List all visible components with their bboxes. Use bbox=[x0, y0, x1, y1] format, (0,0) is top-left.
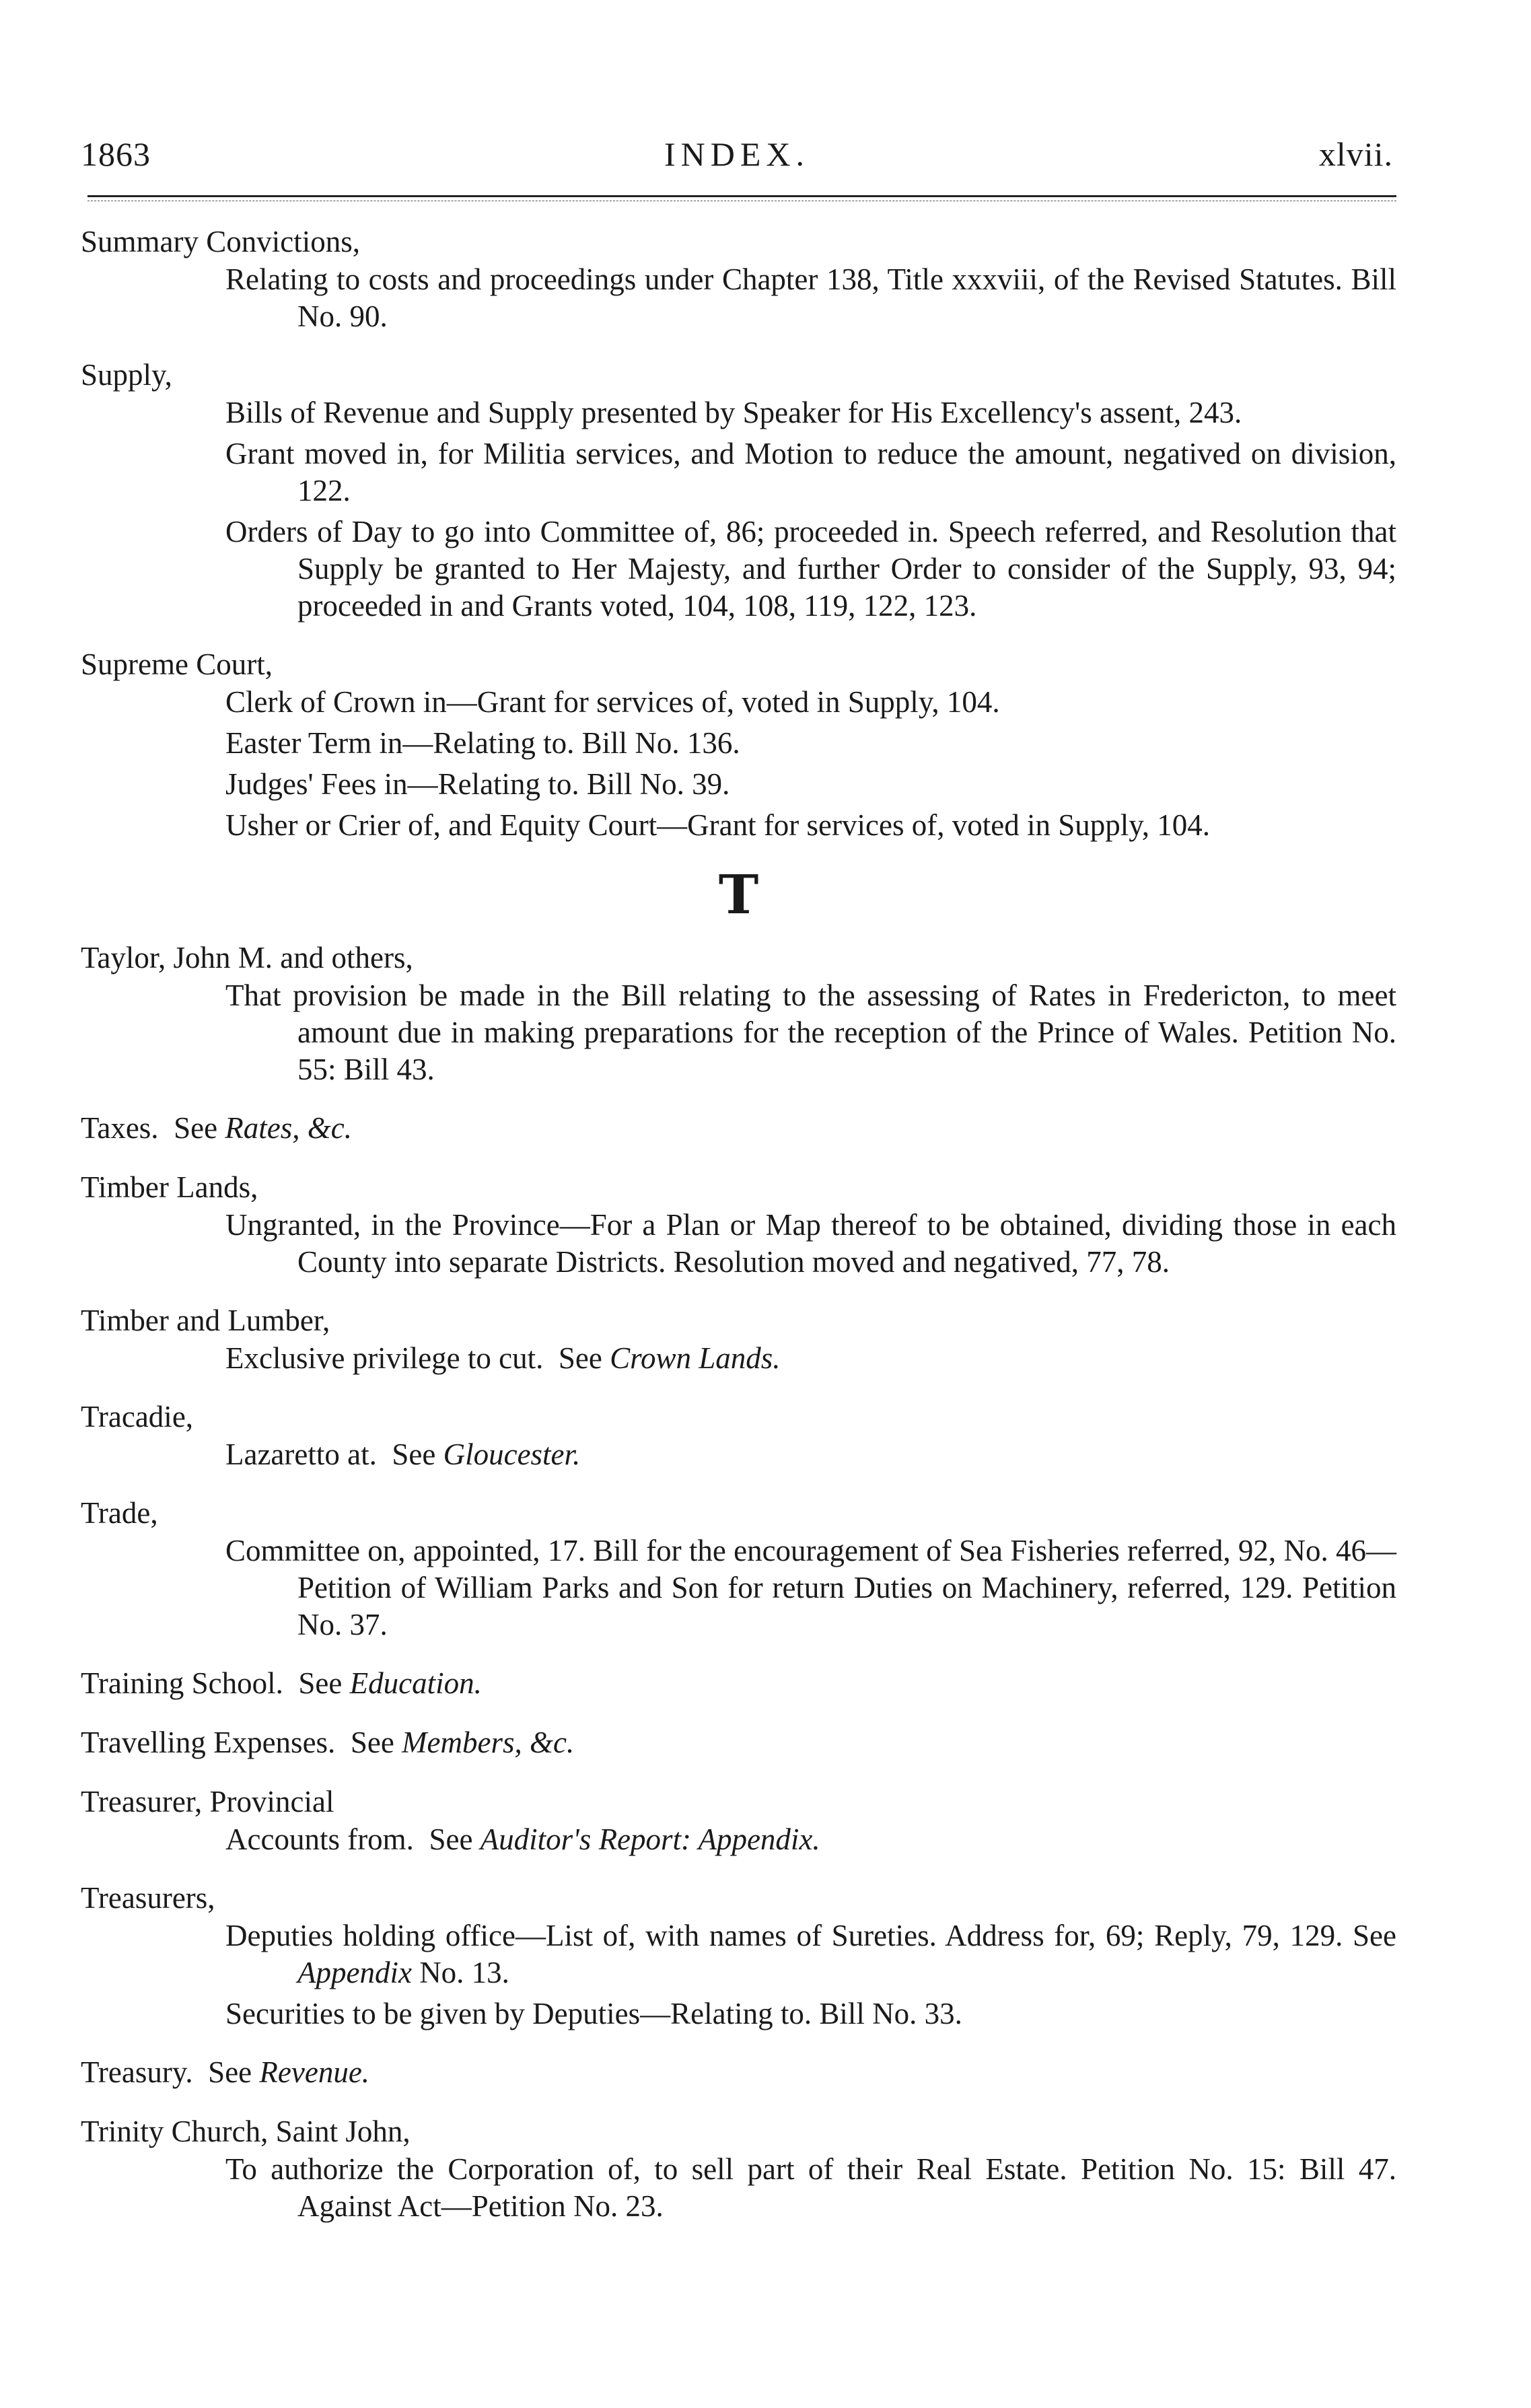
entry-taylor bbox=[81, 938, 1396, 1088]
header-rule bbox=[87, 195, 1396, 197]
entry-heading: Tracadie, bbox=[81, 1400, 194, 1433]
entry-supreme-court bbox=[81, 645, 1396, 844]
entry-subentry: Judges' Fees in—Relating to. Bill No. 39. bbox=[225, 767, 730, 801]
entry-treasury bbox=[81, 2053, 1396, 2092]
see-label: See bbox=[174, 1111, 218, 1145]
entry-heading-text: Taxes. bbox=[81, 1111, 159, 1145]
see-label: See bbox=[208, 2055, 252, 2089]
entry-subentry: Grant moved in, for Militia services, and Motion to reduce the amount, negatived on division, 122. bbox=[225, 437, 1396, 507]
entry-heading: Supreme Court, bbox=[81, 647, 273, 681]
section-letter: T bbox=[718, 863, 759, 926]
cross-reference: Rates, &c. bbox=[225, 1111, 352, 1145]
cross-reference: Auditor's Report: Appendix. bbox=[480, 1822, 820, 1856]
subentry-text: Deputies holding office—List of, with names of Sureties. Address for, 69; Reply, 79, 129. See bbox=[225, 1919, 1396, 1952]
cross-reference: Education. bbox=[349, 1666, 482, 1700]
entry-timber-lands bbox=[81, 1168, 1396, 1281]
see-label: See bbox=[298, 1666, 343, 1700]
see-label: See bbox=[392, 1438, 436, 1471]
entry-subentry: Securities to be given by Deputies—Relating to. Bill No. 33. bbox=[225, 1997, 962, 2030]
header-year: 1863 bbox=[81, 135, 151, 173]
entry-subentry bbox=[225, 1340, 1396, 1377]
entry-heading: Supply, bbox=[81, 358, 172, 392]
page-header bbox=[81, 135, 1393, 182]
entry-treasurer-provincial bbox=[81, 1782, 1396, 1858]
entry-supply bbox=[81, 355, 1396, 625]
entry-subentry: Ungranted, in the Province—For a Plan or Map thereof to be obtained, dividing those in each County into separate Districts. Resolution moved and negatived, 77, 78. bbox=[225, 1208, 1396, 1279]
entry-subentry: Committee on, appointed, 17. Bill for the encouragement of Sea Fisheries referred, 92, No. 46—Petition of William Parks and Son for return Duties on Machinery, referred, 129. Petition No. 37. bbox=[225, 1534, 1396, 1641]
entry-heading: Treasurer, Provincial bbox=[81, 1785, 334, 1818]
entry-heading-text: Travelling Expenses. bbox=[81, 1726, 336, 1759]
entry-taxes bbox=[81, 1108, 1396, 1147]
entry-heading: Timber and Lumber, bbox=[81, 1304, 330, 1337]
entry-summary-convictions bbox=[81, 222, 1396, 335]
cross-reference: Appendix bbox=[297, 1956, 412, 1989]
subentry-text: Exclusive privilege to cut. bbox=[225, 1341, 544, 1375]
cross-reference: Gloucester. bbox=[443, 1438, 581, 1471]
cross-reference: Crown Lands. bbox=[610, 1341, 781, 1375]
entry-timber-and-lumber bbox=[81, 1301, 1396, 1377]
entry-heading bbox=[81, 2053, 1396, 2092]
entry-tracadie bbox=[81, 1397, 1396, 1473]
entry-subentry: Usher or Crier of, and Equity Court—Grant for services of, voted in Supply, 104. bbox=[225, 808, 1211, 842]
entry-subentry: Bills of Revenue and Supply presented by Speaker for His Excellency's assent, 243. bbox=[225, 396, 1242, 429]
entry-heading: Trinity Church, Saint John, bbox=[81, 2115, 411, 2148]
entry-heading bbox=[81, 1108, 1396, 1147]
entry-subentry: That provision be made in the Bill relating to the assessing of Rates in Fredericton, to meet amount due in making preparations for the reception of the Prince of Wales. Petition No. 55: Bill 43. bbox=[225, 979, 1396, 1086]
entry-travelling-expenses bbox=[81, 1723, 1396, 1762]
entry-subentry bbox=[225, 1436, 1396, 1473]
entry-subentry: Clerk of Crown in—Grant for services of, voted in Supply, 104. bbox=[225, 685, 1000, 719]
entry-heading: Summary Convictions, bbox=[81, 225, 360, 258]
entry-subentry bbox=[225, 1821, 1396, 1858]
entry-heading: Timber Lands, bbox=[81, 1170, 258, 1204]
entry-training-school bbox=[81, 1664, 1396, 1703]
entry-subentry bbox=[225, 1917, 1396, 1991]
header-title: INDEX. bbox=[664, 135, 810, 173]
cross-reference: Members, &c. bbox=[402, 1726, 575, 1759]
see-label: See bbox=[350, 1726, 394, 1759]
entry-subentry: To authorize the Corporation of, to sell part of their Real Estate. Petition No. 15: Bill 47. Against Act—Petition No. 23. bbox=[225, 2152, 1396, 2223]
entry-heading-text: Training School. bbox=[81, 1666, 283, 1700]
entry-treasurers bbox=[81, 1878, 1396, 2032]
subentry-text: Lazaretto at. bbox=[225, 1438, 377, 1471]
entry-trinity-church bbox=[81, 2112, 1396, 2225]
cross-reference: Revenue. bbox=[259, 2055, 370, 2089]
entry-heading: Taylor, John M. and others, bbox=[81, 941, 413, 975]
entry-subentry: Relating to costs and proceedings under Chapter 138, Title xxxviii, of the Revised Statutes. Bill No. 90. bbox=[225, 262, 1396, 333]
entry-heading bbox=[81, 1664, 1396, 1703]
subentry-text: No. 13. bbox=[419, 1956, 509, 1989]
entry-trade bbox=[81, 1493, 1396, 1643]
entry-subentry: Easter Term in—Relating to. Bill No. 136. bbox=[225, 726, 740, 760]
subentry-text: Accounts from. bbox=[225, 1822, 414, 1856]
entry-subentry: Orders of Day to go into Committee of, 86; proceeded in. Speech referred, and Resolution that Supply be granted to Her Majesty, and further Order to consider of the Supply, 93, 94; proceeded in and Grants voted, 104, 108, 119, 122, 123. bbox=[225, 515, 1396, 623]
see-label: See bbox=[429, 1822, 473, 1856]
see-label: See bbox=[558, 1341, 602, 1375]
entry-heading-text: Treasury. bbox=[81, 2055, 193, 2089]
header-page-number: xlvii. bbox=[1318, 135, 1393, 173]
entry-heading bbox=[81, 1723, 1396, 1762]
index-entries bbox=[81, 222, 1396, 2245]
entry-heading: Trade, bbox=[81, 1496, 158, 1530]
entry-heading: Treasurers, bbox=[81, 1881, 215, 1915]
